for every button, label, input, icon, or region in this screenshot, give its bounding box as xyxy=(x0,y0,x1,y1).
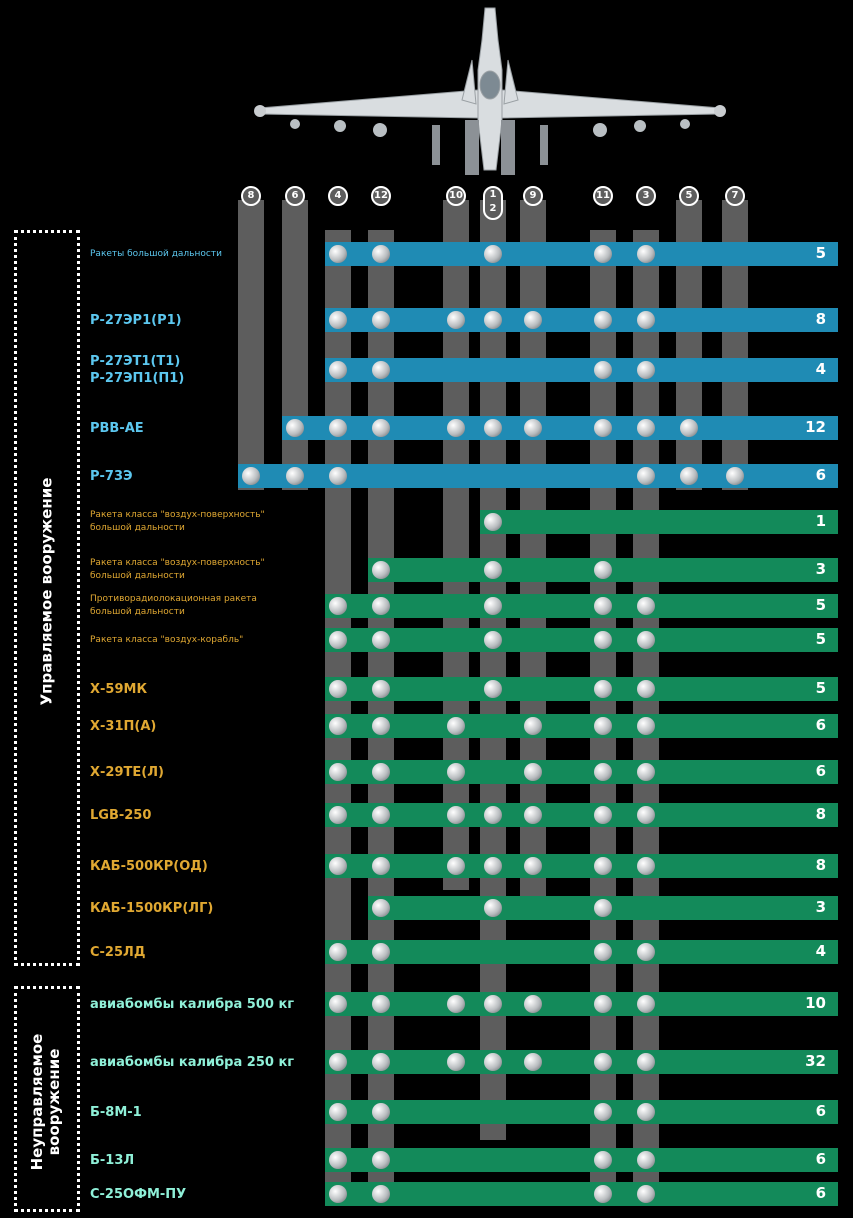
munition-icon xyxy=(524,1053,542,1071)
row-bar xyxy=(325,854,838,878)
munition-icon xyxy=(329,857,347,875)
munition-icon xyxy=(329,806,347,824)
munition-icon xyxy=(447,857,465,875)
munition-icon xyxy=(594,899,612,917)
munition-icon xyxy=(329,311,347,329)
munition-icon xyxy=(637,1053,655,1071)
row-label-line: Х-59МК xyxy=(90,681,148,697)
munition-icon xyxy=(286,467,304,485)
munition-icon xyxy=(372,995,390,1013)
munition-icon xyxy=(329,245,347,263)
row-bar xyxy=(325,992,838,1016)
munition-icon xyxy=(594,1103,612,1121)
munition-icon xyxy=(447,419,465,437)
munition-icon xyxy=(637,680,655,698)
munition-icon xyxy=(637,311,655,329)
row-label-line: авиабомбы калибра 250 кг xyxy=(90,1054,295,1070)
munition-icon xyxy=(637,419,655,437)
munition-icon xyxy=(329,1185,347,1203)
munition-icon xyxy=(524,717,542,735)
row-count: 4 xyxy=(815,360,826,378)
row-label xyxy=(90,807,151,824)
munition-icon xyxy=(594,717,612,735)
munition-icon xyxy=(329,1053,347,1071)
row-label xyxy=(90,1054,294,1071)
munition-icon xyxy=(594,763,612,781)
row-bar xyxy=(325,940,838,964)
pylon-bar xyxy=(443,200,469,890)
munition-icon xyxy=(594,361,612,379)
row-bar xyxy=(480,510,838,534)
row-label-line: КАБ-1500КР(ЛГ) xyxy=(90,900,214,916)
fighter-jet-icon xyxy=(240,0,740,182)
munition-icon xyxy=(242,467,260,485)
row-label xyxy=(90,557,265,583)
row-label xyxy=(90,764,164,781)
munition-icon xyxy=(637,1185,655,1203)
row-count: 6 xyxy=(815,466,826,484)
munition-icon xyxy=(372,1151,390,1169)
munition-icon xyxy=(447,717,465,735)
munition-icon xyxy=(447,806,465,824)
row-bar xyxy=(325,1050,838,1074)
pylon-bar xyxy=(282,200,308,490)
row-label-line: С-25ЛД xyxy=(90,944,146,960)
munition-icon xyxy=(372,943,390,961)
munition-icon xyxy=(372,857,390,875)
row-label-line: Ракеты большой дальности xyxy=(90,248,222,259)
munition-icon xyxy=(637,857,655,875)
munition-icon xyxy=(637,245,655,263)
row-label xyxy=(90,420,144,437)
munition-icon xyxy=(594,1053,612,1071)
row-label xyxy=(90,996,294,1013)
munition-icon xyxy=(637,1103,655,1121)
munition-icon xyxy=(329,361,347,379)
munition-icon xyxy=(329,597,347,615)
row-count: 5 xyxy=(815,244,826,262)
row-label-line: Х-31П(А) xyxy=(90,718,157,734)
munition-icon xyxy=(372,597,390,615)
row-label xyxy=(90,634,243,647)
munition-icon xyxy=(484,311,502,329)
munition-icon xyxy=(680,419,698,437)
munition-icon xyxy=(680,467,698,485)
guided-section-frame xyxy=(14,230,80,966)
row-label-line: Р-27ЭП1(П1) xyxy=(90,371,185,386)
munition-icon xyxy=(372,806,390,824)
munition-icon xyxy=(524,857,542,875)
row-label xyxy=(90,1104,142,1121)
row-label xyxy=(90,900,213,917)
row-label-line: большой дальности xyxy=(90,571,185,581)
row-label xyxy=(90,248,222,261)
munition-icon xyxy=(372,311,390,329)
munition-icon xyxy=(372,717,390,735)
munition-icon xyxy=(484,245,502,263)
row-label-line: Р-27ЭТ1(Т1) xyxy=(90,354,181,369)
row-count: 3 xyxy=(815,898,826,916)
unguided-section-frame xyxy=(14,986,80,1212)
row-label-line: Б-13Л xyxy=(90,1152,135,1168)
munition-icon xyxy=(637,631,655,649)
munition-icon xyxy=(329,943,347,961)
munition-icon xyxy=(329,763,347,781)
row-count: 5 xyxy=(815,596,826,614)
munition-icon xyxy=(594,680,612,698)
row-label xyxy=(90,509,265,535)
munition-icon xyxy=(484,1053,502,1071)
munition-icon xyxy=(372,1053,390,1071)
pylon-number-12: 12 xyxy=(371,186,391,206)
munition-icon xyxy=(594,597,612,615)
pylon-number-10: 10 xyxy=(446,186,466,206)
munition-icon xyxy=(637,361,655,379)
munition-icon xyxy=(484,857,502,875)
row-label-line: Ракета класса "воздух-корабль" xyxy=(90,634,244,645)
row-label-line: Ракета класса "воздух-поверхность" xyxy=(90,510,265,520)
row-bar xyxy=(325,628,838,652)
munition-icon xyxy=(594,631,612,649)
row-bar xyxy=(325,1100,838,1124)
munition-icon xyxy=(594,857,612,875)
row-count: 4 xyxy=(815,942,826,960)
row-count: 1 xyxy=(815,512,826,530)
row-label xyxy=(90,718,156,735)
munition-icon xyxy=(329,717,347,735)
munition-icon xyxy=(372,763,390,781)
row-bar xyxy=(325,1148,838,1172)
munition-icon xyxy=(594,943,612,961)
row-label xyxy=(90,944,145,961)
row-count: 5 xyxy=(815,679,826,697)
munition-icon xyxy=(637,995,655,1013)
row-bar xyxy=(325,760,838,784)
munition-icon xyxy=(286,419,304,437)
munition-icon xyxy=(372,631,390,649)
row-count: 8 xyxy=(815,805,826,823)
munition-icon xyxy=(484,806,502,824)
row-count: 12 xyxy=(805,418,826,436)
munition-icon xyxy=(372,1103,390,1121)
row-label xyxy=(90,468,133,485)
munition-icon xyxy=(637,943,655,961)
row-label-line: С-25ОФМ-ПУ xyxy=(90,1186,187,1202)
munition-icon xyxy=(524,995,542,1013)
row-bar xyxy=(325,358,838,382)
munition-icon xyxy=(594,995,612,1013)
munition-icon xyxy=(372,419,390,437)
munition-icon xyxy=(637,806,655,824)
row-label-line: большой дальности xyxy=(90,523,185,533)
row-label-line: Противорадиолокационная ракета xyxy=(90,594,257,604)
munition-icon xyxy=(447,1053,465,1071)
row-label xyxy=(90,1152,134,1169)
munition-icon xyxy=(524,806,542,824)
pylon-bar xyxy=(520,200,546,900)
munition-icon xyxy=(447,311,465,329)
row-count: 5 xyxy=(815,630,826,648)
row-count: 8 xyxy=(815,310,826,328)
munition-icon xyxy=(329,467,347,485)
munition-icon xyxy=(637,717,655,735)
munition-icon xyxy=(594,419,612,437)
munition-icon xyxy=(637,467,655,485)
row-label-line: Р-27ЭР1(Р1) xyxy=(90,312,182,328)
row-bar xyxy=(282,416,838,440)
munition-icon xyxy=(329,995,347,1013)
munition-icon xyxy=(594,1151,612,1169)
row-label xyxy=(90,353,184,387)
row-count: 6 xyxy=(815,762,826,780)
pylon-number-5: 5 xyxy=(679,186,699,206)
row-count: 6 xyxy=(815,716,826,734)
row-label-line: Ракета класса "воздух-поверхность" xyxy=(90,558,265,568)
munition-icon xyxy=(484,597,502,615)
row-bar xyxy=(325,594,838,618)
pylon-number-4: 4 xyxy=(328,186,348,206)
munition-icon xyxy=(726,467,744,485)
munition-icon xyxy=(484,561,502,579)
munition-icon xyxy=(329,631,347,649)
row-label-line: Р-73Э xyxy=(90,468,133,484)
row-count: 8 xyxy=(815,856,826,874)
munition-icon xyxy=(637,763,655,781)
pylon-number-7: 7 xyxy=(725,186,745,206)
munition-icon xyxy=(484,513,502,531)
row-label-line: Б-8М-1 xyxy=(90,1104,142,1120)
munition-icon xyxy=(484,631,502,649)
row-bar xyxy=(325,803,838,827)
munition-icon xyxy=(329,1103,347,1121)
munition-icon xyxy=(372,245,390,263)
munition-icon xyxy=(447,763,465,781)
row-label-line: большой дальности xyxy=(90,607,185,617)
munition-icon xyxy=(329,1151,347,1169)
row-label xyxy=(90,1186,186,1203)
munition-icon xyxy=(594,806,612,824)
munition-icon xyxy=(594,1185,612,1203)
row-bar xyxy=(325,1182,838,1206)
pylon-number-1-2: 1 2 xyxy=(483,186,503,220)
row-count: 3 xyxy=(815,560,826,578)
pylon-number-8: 8 xyxy=(241,186,261,206)
row-bar xyxy=(238,464,838,488)
row-count: 6 xyxy=(815,1150,826,1168)
munition-icon xyxy=(372,1185,390,1203)
pylon-number-11: 11 xyxy=(593,186,613,206)
row-count: 10 xyxy=(805,994,826,1012)
munition-icon xyxy=(594,245,612,263)
munition-icon xyxy=(372,899,390,917)
munition-icon xyxy=(484,899,502,917)
row-bar xyxy=(325,677,838,701)
row-label xyxy=(90,593,257,619)
row-count: 32 xyxy=(805,1052,826,1070)
munition-icon xyxy=(484,680,502,698)
munition-icon xyxy=(372,680,390,698)
row-label-line: LGB-250 xyxy=(90,807,152,823)
munition-icon xyxy=(524,311,542,329)
munition-icon xyxy=(372,561,390,579)
row-label-line: авиабомбы калибра 500 кг xyxy=(90,996,295,1012)
munition-icon xyxy=(524,763,542,781)
row-label-line: Х-29ТЕ(Л) xyxy=(90,764,164,780)
munition-icon xyxy=(594,561,612,579)
munition-icon xyxy=(329,419,347,437)
munition-icon xyxy=(637,1151,655,1169)
munition-icon xyxy=(329,680,347,698)
row-bar xyxy=(325,308,838,332)
row-label xyxy=(90,312,182,329)
munition-icon xyxy=(484,419,502,437)
munition-icon xyxy=(637,597,655,615)
pylon-bar xyxy=(238,200,264,490)
munition-icon xyxy=(447,995,465,1013)
row-bar xyxy=(325,242,838,266)
munition-icon xyxy=(594,311,612,329)
row-bar xyxy=(325,714,838,738)
munition-icon xyxy=(484,995,502,1013)
unguided-section-label: Неуправляемое вооружение xyxy=(28,1033,63,1171)
row-label xyxy=(90,681,147,698)
pylon-number-9: 9 xyxy=(523,186,543,206)
row-label xyxy=(90,858,208,875)
row-label-line: РВВ-АЕ xyxy=(90,420,144,436)
munition-icon xyxy=(524,419,542,437)
guided-section-label: Управляемое вооружение xyxy=(37,477,56,706)
row-count: 6 xyxy=(815,1184,826,1202)
row-label-line: КАБ-500КР(ОД) xyxy=(90,858,208,874)
row-count: 6 xyxy=(815,1102,826,1120)
pylon-number-3: 3 xyxy=(636,186,656,206)
munition-icon xyxy=(372,361,390,379)
pylon-number-6: 6 xyxy=(285,186,305,206)
